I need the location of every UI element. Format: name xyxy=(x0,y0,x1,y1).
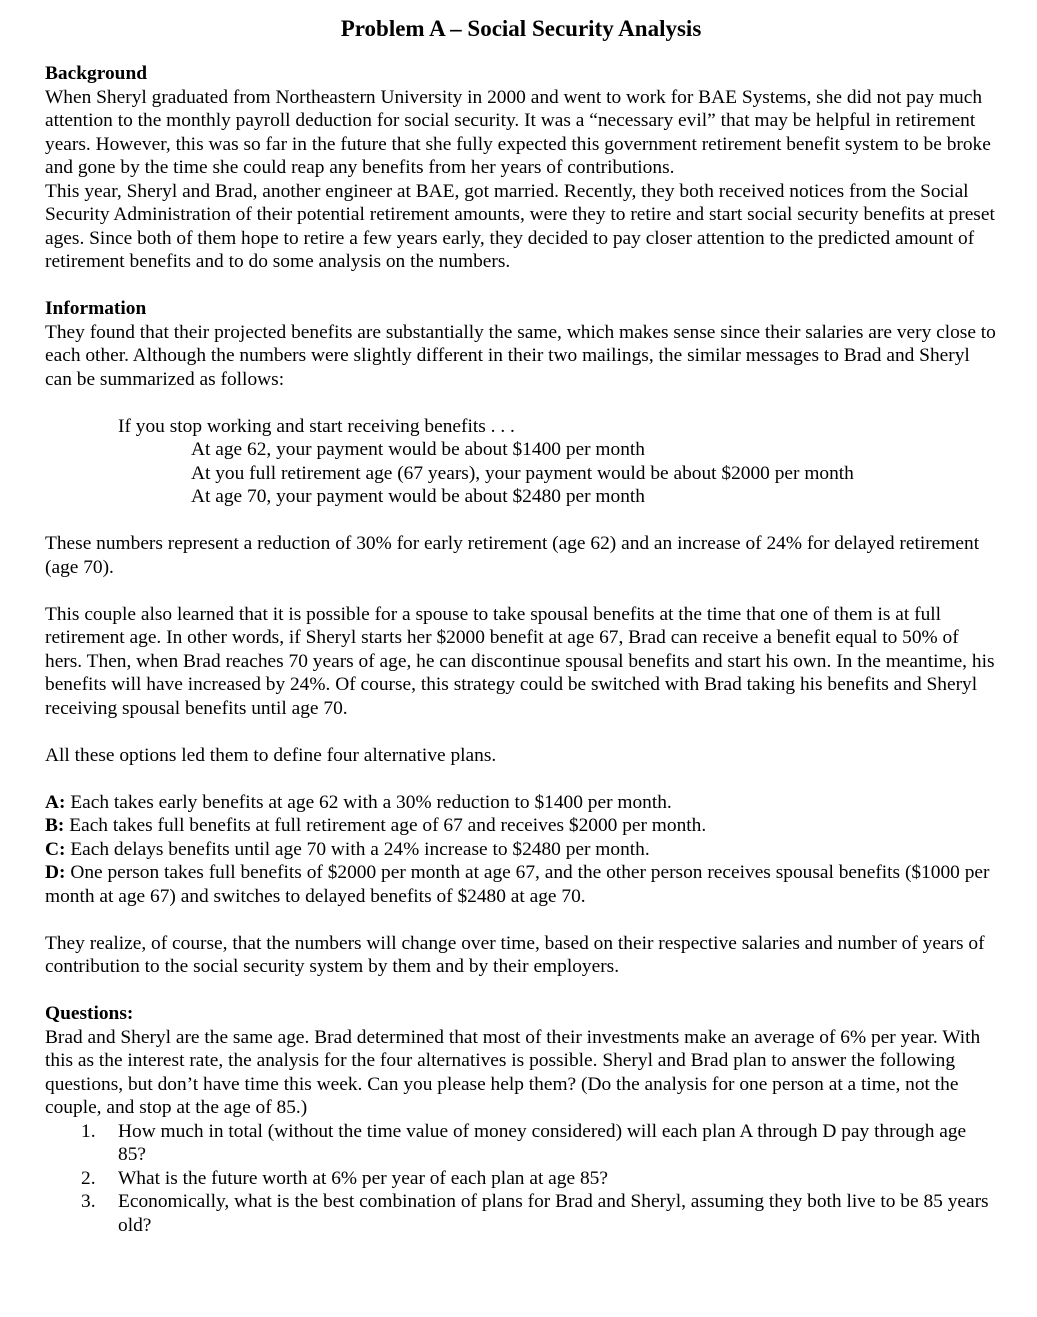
benefits-quote-line: At you full retirement age (67 years), your payment would be about $2000 per month xyxy=(191,462,854,484)
plan-item xyxy=(45,838,997,862)
plan-label: A: xyxy=(45,791,66,813)
questions-intro: Brad and Sheryl are the same age. Brad determined that most of their investments make an average of 6% per year. With this as the interest rate, the analysis for the four alternatives is possible. Sheryl and Brad plan to answer the following questions, but don’t have time this week. Can you please help them? (Do the analysis for one person at a time, not the couple, and stop at the age of 85.) xyxy=(45,1026,981,1118)
plans-list xyxy=(45,791,997,909)
plan-text: Each takes full benefits at full retirement age of 67 and receives $2000 per month. xyxy=(64,815,707,836)
plan-item xyxy=(45,791,997,815)
plan-label: C: xyxy=(45,838,66,860)
question-number: 1. xyxy=(81,1120,96,1142)
reduction-paragraph-b: (age 70). xyxy=(45,556,114,578)
question-item xyxy=(45,1167,997,1191)
question-text: What is the future worth at 6% per year of each plan at age 85? xyxy=(118,1167,608,1189)
information-line-1: They found that their projected benefits are substantially the same, which makes sense since their salaries are very close to xyxy=(45,321,996,343)
plan-label: B: xyxy=(45,815,65,836)
background-paragraph-2: This year, Sheryl and Brad, another engineer at BAE, got married. Recently, they both received notices from the Social Security Administration of their potential retirement amounts, were they to retire and start social security benefits at preset ages. Since both of them hope to retire a few years early, they decided to pay closer attention to the predicted amount of retirement benefits and to do some analysis on the numbers. xyxy=(45,180,995,272)
benefits-quote-intro: If you stop working and start receiving benefits . . . xyxy=(118,415,515,437)
background-paragraph-1: When Sheryl graduated from Northeastern University in 2000 and went to work for BAE Systems, she did not pay much attention to the monthly payroll deduction for social security. It was a “necessary evil” that may be helpful in retirement years. However, this was so far in the future that she fully expected this government retirement benefit system to be broke and gone by the time she could reap any benefits from her years of contributions. xyxy=(45,86,991,178)
plan-text: Each takes early benefits at age 62 with a 30% reduction to $1400 per month. xyxy=(65,791,672,813)
benefits-quote-line: At age 70, your payment would be about $2480 per month xyxy=(191,486,645,507)
questions-list xyxy=(45,1120,997,1238)
reduction-paragraph-a: These numbers represent a reduction of 30% for early retirement (age 62) and an increase of 24% for delayed retirement xyxy=(45,533,980,554)
options-intro: All these options led them to define four alternative plans. xyxy=(45,744,497,766)
background-heading: Background xyxy=(45,63,148,84)
plan-text: One person takes full benefits of $2000 per month at age 67, and the other person receives spousal benefits ($1000 per month at age 67) and switches to delayed benefits of $2480 at age 70. xyxy=(45,862,990,907)
information-heading: Information xyxy=(45,298,147,319)
plan-label: D: xyxy=(45,862,66,883)
plan-item xyxy=(45,814,997,838)
question-text: Economically, what is the best combination of plans for Brad and Sheryl, assuming they both live to be 85 years old? xyxy=(118,1191,989,1236)
questions-heading: Questions: xyxy=(45,1003,134,1024)
benefits-quote-line: At age 62, your payment would be about $1400 per month xyxy=(191,439,645,460)
question-item xyxy=(45,1190,997,1237)
plan-text: Each delays benefits until age 70 with a 24% increase to $2480 per month. xyxy=(65,838,650,860)
realize-paragraph: They realize, of course, that the numbers will change over time, based on their respective salaries and number of years of contribution to the social security system by them and by their employers. xyxy=(45,932,985,977)
question-item xyxy=(45,1120,997,1167)
question-text: How much in total (without the time value of money considered) will each plan A through D pay through age 85? xyxy=(118,1120,967,1165)
question-number: 2. xyxy=(81,1167,96,1189)
information-line-2: each other. Although the numbers were slightly different in their two mailings, the similar messages to Brad and Sheryl can be summarized as follows: xyxy=(45,345,970,390)
question-number: 3. xyxy=(81,1191,96,1212)
spousal-paragraph: This couple also learned that it is possible for a spouse to take spousal benefits at the time that one of them is at full retirement age. In other words, if Sheryl starts her $2000 benefit at age 67, Brad can receive a benefit equal to 50% of hers. Then, when Brad reaches 70 years of age, he can discontinue spousal benefits and start his own. In the meantime, his benefits will have increased by 24%. Of course, this strategy could be switched with Brad taking his benefits and Sheryl receiving spousal benefits until age 70. xyxy=(45,603,995,719)
page-title: Problem A – Social Security Analysis xyxy=(340,16,702,41)
plan-item xyxy=(45,861,997,908)
